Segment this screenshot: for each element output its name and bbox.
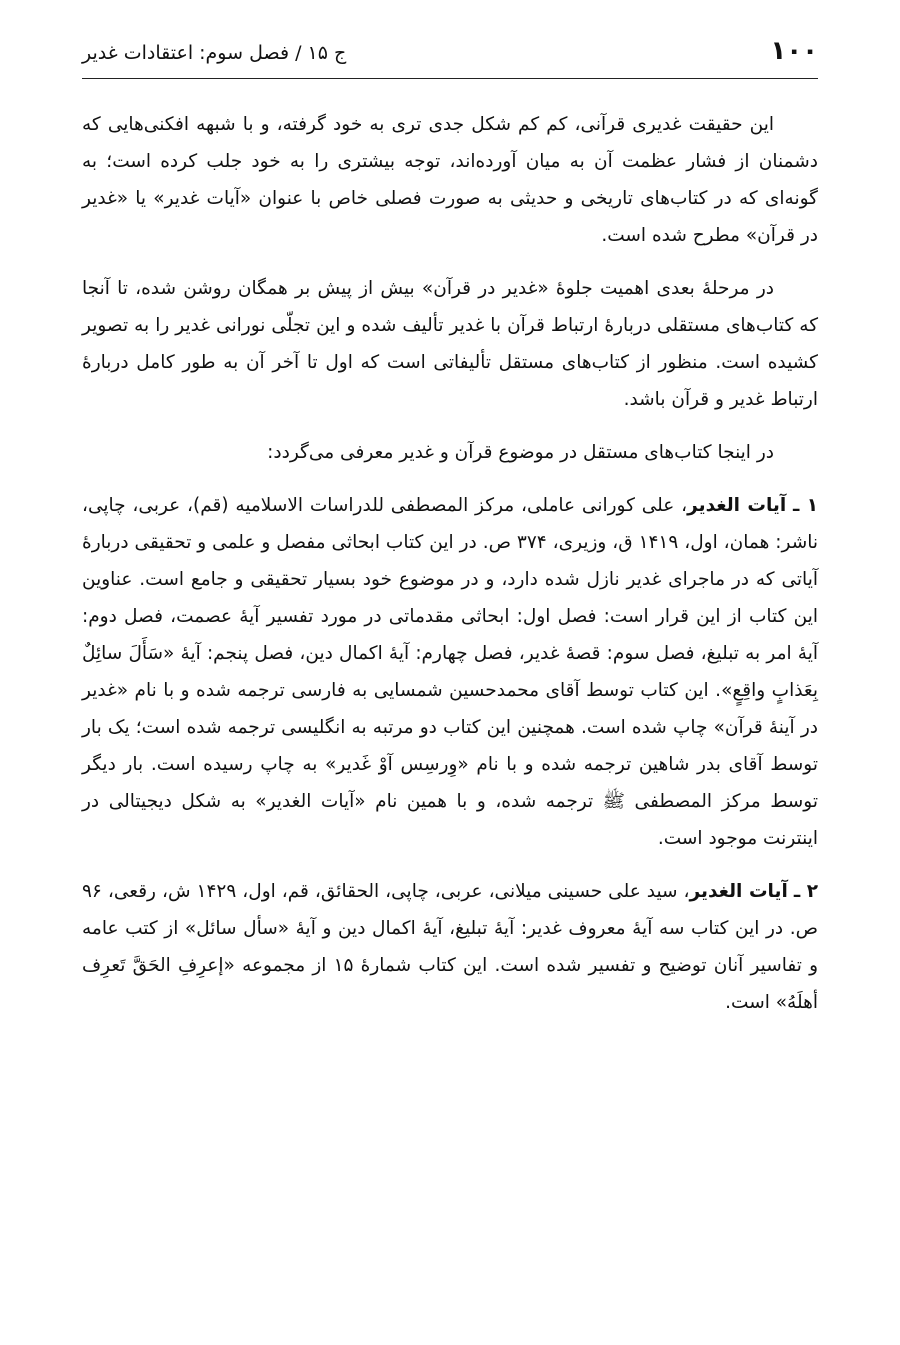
entry-title: آیات الغدیر	[687, 495, 787, 516]
book-entry-2	[82, 873, 818, 1021]
entry-description: ، علی کورانی عاملی، مرکز المصطفی للدراسات الاسلامیه (قم)، عربی، چاپی، ناشر: همان، اول، ۱۴۱۹ ق، وزیری، ۳۷۴ ص. در این کتاب ابحاثی مفصل و علمی و تحقیقی دربارۀ آیاتی که در ماجرای غدیر نازل شده دارد، و در موضوع خود بسیار تحقیقی و جامع است. عناوین این کتاب از این قرار است: فصل اول: ابحاثی مقدماتی در مورد تفسیر آیۀ عصمت، فصل دوم: آیۀ امر به تبلیغ، فصل سوم: قصۀ غدیر، فصل چهارم: آیۀ اکمال دین، فصل پنجم: آیۀ «سَأَلَ سائِلٌ بِعَذابٍ واقِعٍ». این کتاب توسط آقای محمدحسین شمسایی به فارسی ترجمه شده و با نام «غدیر در آینۀ قرآن» چاپ شده است. همچنین این کتاب دو مرتبه به انگلیسی ترجمه شده است؛ یک بار توسط آقای بدر شاهین ترجمه شده و با نام «وِرسِس آوْ غَدیر» به چاپ رسیده است. بار دیگر توسط مرکز المصطفی ﷺ ترجمه شده، و با همین نام «آیات الغدیر» به شکل دیجیتالی در اینترنت موجود است.	[82, 495, 818, 849]
entry-number: ۲ ـ	[793, 881, 818, 902]
entry-description: ، سید علی حسینی میلانی، عربی، چاپی، الحقائق، قم، اول، ۱۴۲۹ ش، رقعی، ۹۶ ص. در این کتاب سه آیۀ معروف غدیر: آیۀ تبلیغ، آیۀ اکمال دین و آیۀ «سأل سائل» از کتب عامه و تفاسیر آنان توضیح و تفسیر شده است. این کتاب شمارۀ ۱۵ از مجموعه «إعرِفِ الحَقَّ تَعرِف أهلَهُ» است.	[82, 881, 819, 1013]
running-title: ج ۱۵ / فصل سوم: اعتقادات غدیر	[82, 42, 347, 64]
entry-number: ۱ ـ	[793, 495, 819, 516]
page-number: ۱۰۰	[770, 36, 818, 66]
paragraph-context: در مرحلۀ بعدی اهمیت جلوۀ «غدیر در قرآن» بیش از پیش بر همگان روشن شده، تا آنجا که کتاب‌های مستقلی دربارۀ ارتباط قرآن با غدیر تألیف شده و این تجلّی نورانی غدیر را به تصویر کشیده است. منظور از کتاب‌های مستقل تألیفاتی است که اول تا آخر آن به طور کامل دربارۀ ارتباط غدیر و قرآن باشد.	[82, 278, 818, 410]
book-entry-1	[82, 487, 818, 857]
paragraph-intro: این حقیقت غدیری قرآنی، کم کم شکل جدی تری به خود گرفته، و با شبهه افکنی‌هایی که دشمنان از فشار عظمت آن به میان آورده‌اند، توجه بیشتری را به خود جلب کرده است؛ به گونه‌ای که در کتاب‌های تاریخی و حدیثی به صورت فصلی خاص با عنوان «آیات غدیر» یا «غدیر در قرآن» مطرح شده است.	[82, 114, 818, 246]
page-body	[82, 106, 818, 1037]
page-header	[82, 30, 818, 79]
paragraph-list-intro: در اینجا کتاب‌های مستقل در موضوع قرآن و غدیر معرفی می‌گردد:	[267, 442, 774, 463]
entry-title: آیات الغدیر	[689, 881, 788, 902]
